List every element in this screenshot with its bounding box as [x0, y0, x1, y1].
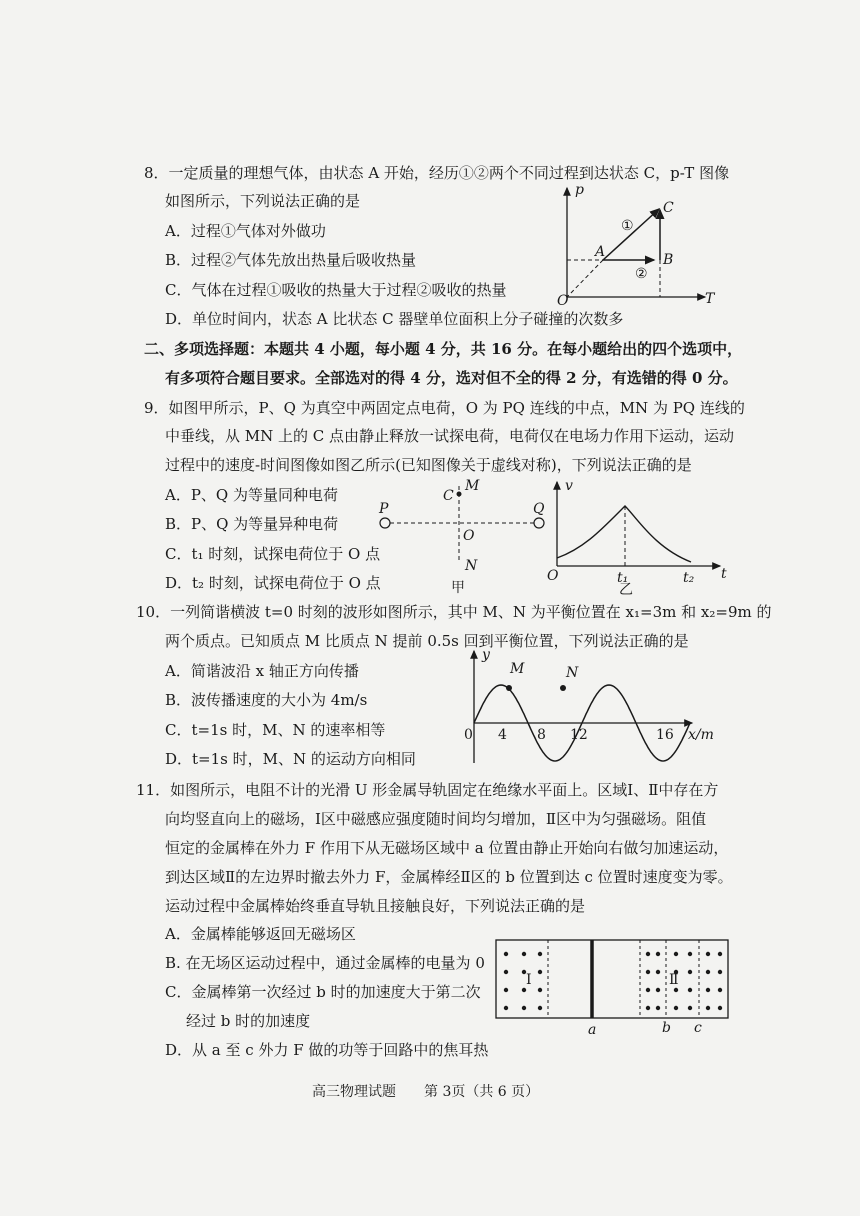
state-c-label: C	[663, 200, 674, 216]
field-dot	[706, 1006, 710, 1010]
field-dot	[646, 1006, 650, 1010]
p-label: p	[575, 182, 584, 198]
field-dot	[718, 952, 722, 956]
q11-option-a: A．金属棒能够返回无磁场区	[165, 925, 356, 943]
process-1-label: ①	[621, 218, 634, 234]
field-dot	[538, 988, 542, 992]
field-dot	[656, 970, 660, 974]
field-dot	[674, 952, 678, 956]
field-dot	[504, 970, 508, 974]
field-dot	[538, 970, 542, 974]
q10-option-b: B．波传播速度的大小为 4m/s	[165, 691, 368, 709]
point-n-label: N	[566, 665, 579, 681]
field-dot	[656, 952, 660, 956]
section2-heading-line1: 二、多项选择题：本题共 4 小题，每小题 4 分，共 16 分。在每小题给出的四个选项中，	[144, 340, 743, 358]
q8-stem-line2: 如图所示，下列说法正确的是	[165, 192, 361, 210]
charge-q-label: Q	[533, 501, 545, 517]
q11-option-c-line2: 经过 b 时的加速度	[186, 1012, 311, 1030]
v-axis-label: v	[565, 478, 573, 494]
q11-option-c-line1: C．金属棒第一次经过 b 时的加速度大于第二次	[165, 983, 481, 1001]
figure-yi-caption: 乙	[619, 582, 633, 598]
t-label: T	[705, 291, 715, 307]
field-dot	[522, 1006, 526, 1010]
q11-stem-line1: 11．如图所示，电阻不计的光滑 U 形金属导轨固定在绝缘水平面上。区域Ⅰ、Ⅱ中存在方	[136, 781, 719, 799]
q9-stem-line3: 过程中的速度-时间图像如图乙所示(已知图像关于虚线对称)，下列说法正确的是	[165, 456, 692, 474]
q11-stem-line3: 恒定的金属棒在外力 F 作用下从无磁场区域中 a 位置由静止开始向右做匀加速运动，	[165, 839, 729, 857]
page-footer: 高三物理试题 第 3页（共 6 页）	[312, 1084, 540, 1100]
q10-wave-diagram	[460, 645, 720, 770]
x-axis-label: x/m	[688, 727, 714, 743]
charge-p-label: P	[379, 501, 389, 517]
q8-pt-diagram	[555, 180, 725, 309]
field-dot	[706, 970, 710, 974]
q9-option-d: D．t₂ 时刻，试探电荷位于 O 点	[165, 574, 381, 592]
q10-option-a: A．简谐波沿 x 轴正方向传播	[165, 662, 359, 680]
field-dot	[718, 1006, 722, 1010]
tick-8: 8	[537, 727, 546, 743]
q8-option-b: B．过程②气体先放出热量后吸收热量	[165, 251, 417, 269]
field-dot	[688, 1006, 692, 1010]
field-dot	[522, 988, 526, 992]
q10-option-d: D．t=1s 时，M、N 的运动方向相同	[165, 750, 416, 768]
section2-heading-line2: 有多项符合题目要求。全部选对的得 4 分，选对但不全的得 2 分，有选错的得 0 分。	[165, 369, 738, 387]
field-dot	[688, 970, 692, 974]
field-dot	[688, 952, 692, 956]
field-dot	[646, 988, 650, 992]
figure-jia-caption: 甲	[451, 580, 465, 596]
field-dot	[718, 970, 722, 974]
q10-option-c: C．t=1s 时，M、N 的速率相等	[165, 721, 386, 739]
tick-4: 4	[498, 727, 507, 743]
origin-label: O	[557, 293, 569, 309]
field-dot	[646, 970, 650, 974]
field-dot	[538, 1006, 542, 1010]
point-m-label: M	[510, 661, 525, 677]
q9-figure-yi	[545, 478, 735, 596]
field-dot	[522, 952, 526, 956]
q8-option-c: C．气体在过程①吸收的热量大于过程②吸收的热量	[165, 281, 507, 299]
position-b-label: b	[662, 1020, 671, 1036]
field-dot	[538, 952, 542, 956]
q8-option-d: D．单位时间内，状态 A 比状态 C 器壁单位面积上分子碰撞的次数多	[165, 310, 624, 328]
q10-stem-line1: 10．一列简谐横波 t=0 时刻的波形如图所示，其中 M、N 为平衡位置在 x₁=3m 和 x₂=9m 的	[136, 603, 772, 621]
q11-rail-diagram	[494, 938, 734, 1038]
field-dot	[504, 1006, 508, 1010]
point-o-label: O	[463, 528, 475, 544]
t2-label: t₂	[683, 570, 695, 586]
t1-label: t₁	[617, 570, 629, 586]
point-c-label: C	[443, 488, 454, 504]
origin-label: 0	[464, 727, 473, 743]
field-dot	[718, 988, 722, 992]
region-1-label: Ⅰ	[526, 972, 532, 988]
q9-option-a: A．P、Q 为等量同种电荷	[165, 486, 338, 504]
process-2-label: ②	[635, 266, 648, 282]
q8-option-a: A．过程①气体对外做功	[165, 222, 326, 240]
y-axis-label: y	[482, 647, 490, 663]
field-dot	[688, 988, 692, 992]
q9-stem-line2: 中垂线，从 MN 上的 C 点由静止释放一试探电荷，电荷仅在电场力作用下运动，运动	[165, 427, 735, 445]
q10-stem-line2: 两个质点。已知质点 M 比质点 N 提前 0.5s 回到平衡位置，下列说法正确的是	[165, 632, 689, 650]
q11-option-b: B. 在无场区运动过程中，通过金属棒的电量为 0	[165, 954, 485, 972]
position-c-label: c	[694, 1020, 702, 1036]
field-dot	[646, 952, 650, 956]
q11-stem-line5: 运动过程中金属棒始终垂直导轨且接触良好，下列说法正确的是	[165, 897, 586, 915]
field-dot	[706, 988, 710, 992]
tick-16: 16	[656, 727, 674, 743]
tick-12: 12	[570, 727, 588, 743]
field-dot	[656, 1006, 660, 1010]
region-2-label: Ⅱ	[669, 972, 679, 988]
field-dot	[504, 952, 508, 956]
t-axis-label: t	[721, 566, 727, 582]
q9-option-c: C．t₁ 时刻，试探电荷位于 O 点	[165, 545, 381, 563]
field-dot	[674, 1006, 678, 1010]
point-m-label: M	[465, 478, 480, 494]
q11-option-d: D．从 a 至 c 外力 F 做的功等于回路中的焦耳热	[165, 1041, 489, 1059]
field-dot	[706, 952, 710, 956]
state-b-label: B	[663, 252, 674, 268]
position-a-label: a	[588, 1022, 597, 1038]
state-a-label: A	[595, 244, 606, 260]
field-dot	[674, 988, 678, 992]
q9-figure-jia	[375, 478, 555, 596]
q11-stem-line2: 向均竖直向上的磁场，Ⅰ区中磁感应强度随时间均匀增加，Ⅱ区中为匀强磁场。阻值	[165, 810, 707, 828]
q9-stem-line1: 9．如图甲所示，P、Q 为真空中两固定点电荷，O 为 PQ 连线的中点，MN 为 PQ 连线的	[144, 399, 745, 417]
origin-label: O	[547, 568, 559, 584]
point-n-label: N	[465, 558, 478, 574]
q8-stem-line1: 8．一定质量的理想气体，由状态 A 开始，经历①②两个不同过程到达状态 C，p-T 图像	[144, 164, 730, 182]
field-dot	[656, 988, 660, 992]
q11-stem-line4: 到达区域Ⅱ的左边界时撤去外力 F，金属棒经Ⅱ区的 b 位置到达 c 位置时速度变为零。	[165, 868, 733, 886]
q9-option-b: B．P、Q 为等量异种电荷	[165, 515, 339, 533]
field-dot	[504, 988, 508, 992]
